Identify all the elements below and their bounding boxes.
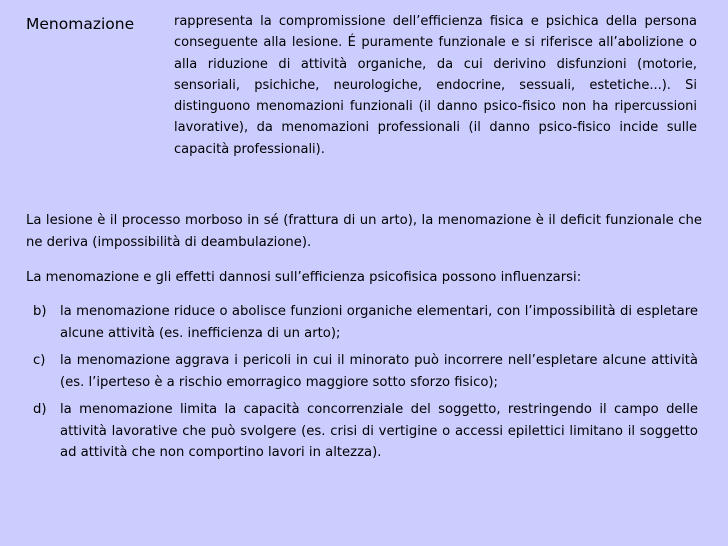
definition-text: rappresenta la compromissione dell’efficienza fisica e psichica della persona conseguente alla lesione. É puramente funzionale e si riferisce all’abolizione o alla riduzione di attività organiche, da cui derivino disfunzioni (motorie, sensoriali, psichiche, neurologiche, endocrine, sessuali, estetiche...). Si distinguono menomazioni funzionali (il danno psico-fisico non ha ripercussioni lavorative), da menomazioni professionali (il danno psico-fisico incide sulle capacità professionali). [174,14,697,157]
influence-intro-paragraph: La menomazione e gli effetti dannosi sull’efficienza psicofisica possono influenzarsi: [26,270,582,285]
list-marker: d) [33,402,47,417]
list-marker: c) [33,353,46,368]
list-item [33,350,698,393]
definition-term: Menomazione [26,15,135,33]
list-item-text: la menomazione aggrava i pericoli in cui il minorato può incorrere nell’espletare alcune attività (es. l’iperteso è a rischio emorragico maggiore sotto sforzo fisico); [60,353,698,390]
list-item [33,301,698,344]
lesion-vs-impairment-paragraph: La lesione è il processo morboso in sé (frattura di un arto), la menomazione è il deficit funzionale che ne deriva (impossibilità di deambulazione). [26,213,702,250]
effects-list [33,301,698,464]
list-item-text: la menomazione limita la capacità concorrenziale del soggetto, restringendo il campo delle attività lavorative che può svolgere (es. crisi di vertigine o accessi epilettici limitano il soggetto ad attività che non comportino lavori in altezza). [60,402,698,460]
list-marker: b) [33,304,47,319]
list-item-text: la menomazione riduce o abolisce funzioni organiche elementari, con l’impossibilità di espletare alcune attività (es. inefficienza di un arto); [60,304,698,341]
list-item [33,399,698,464]
